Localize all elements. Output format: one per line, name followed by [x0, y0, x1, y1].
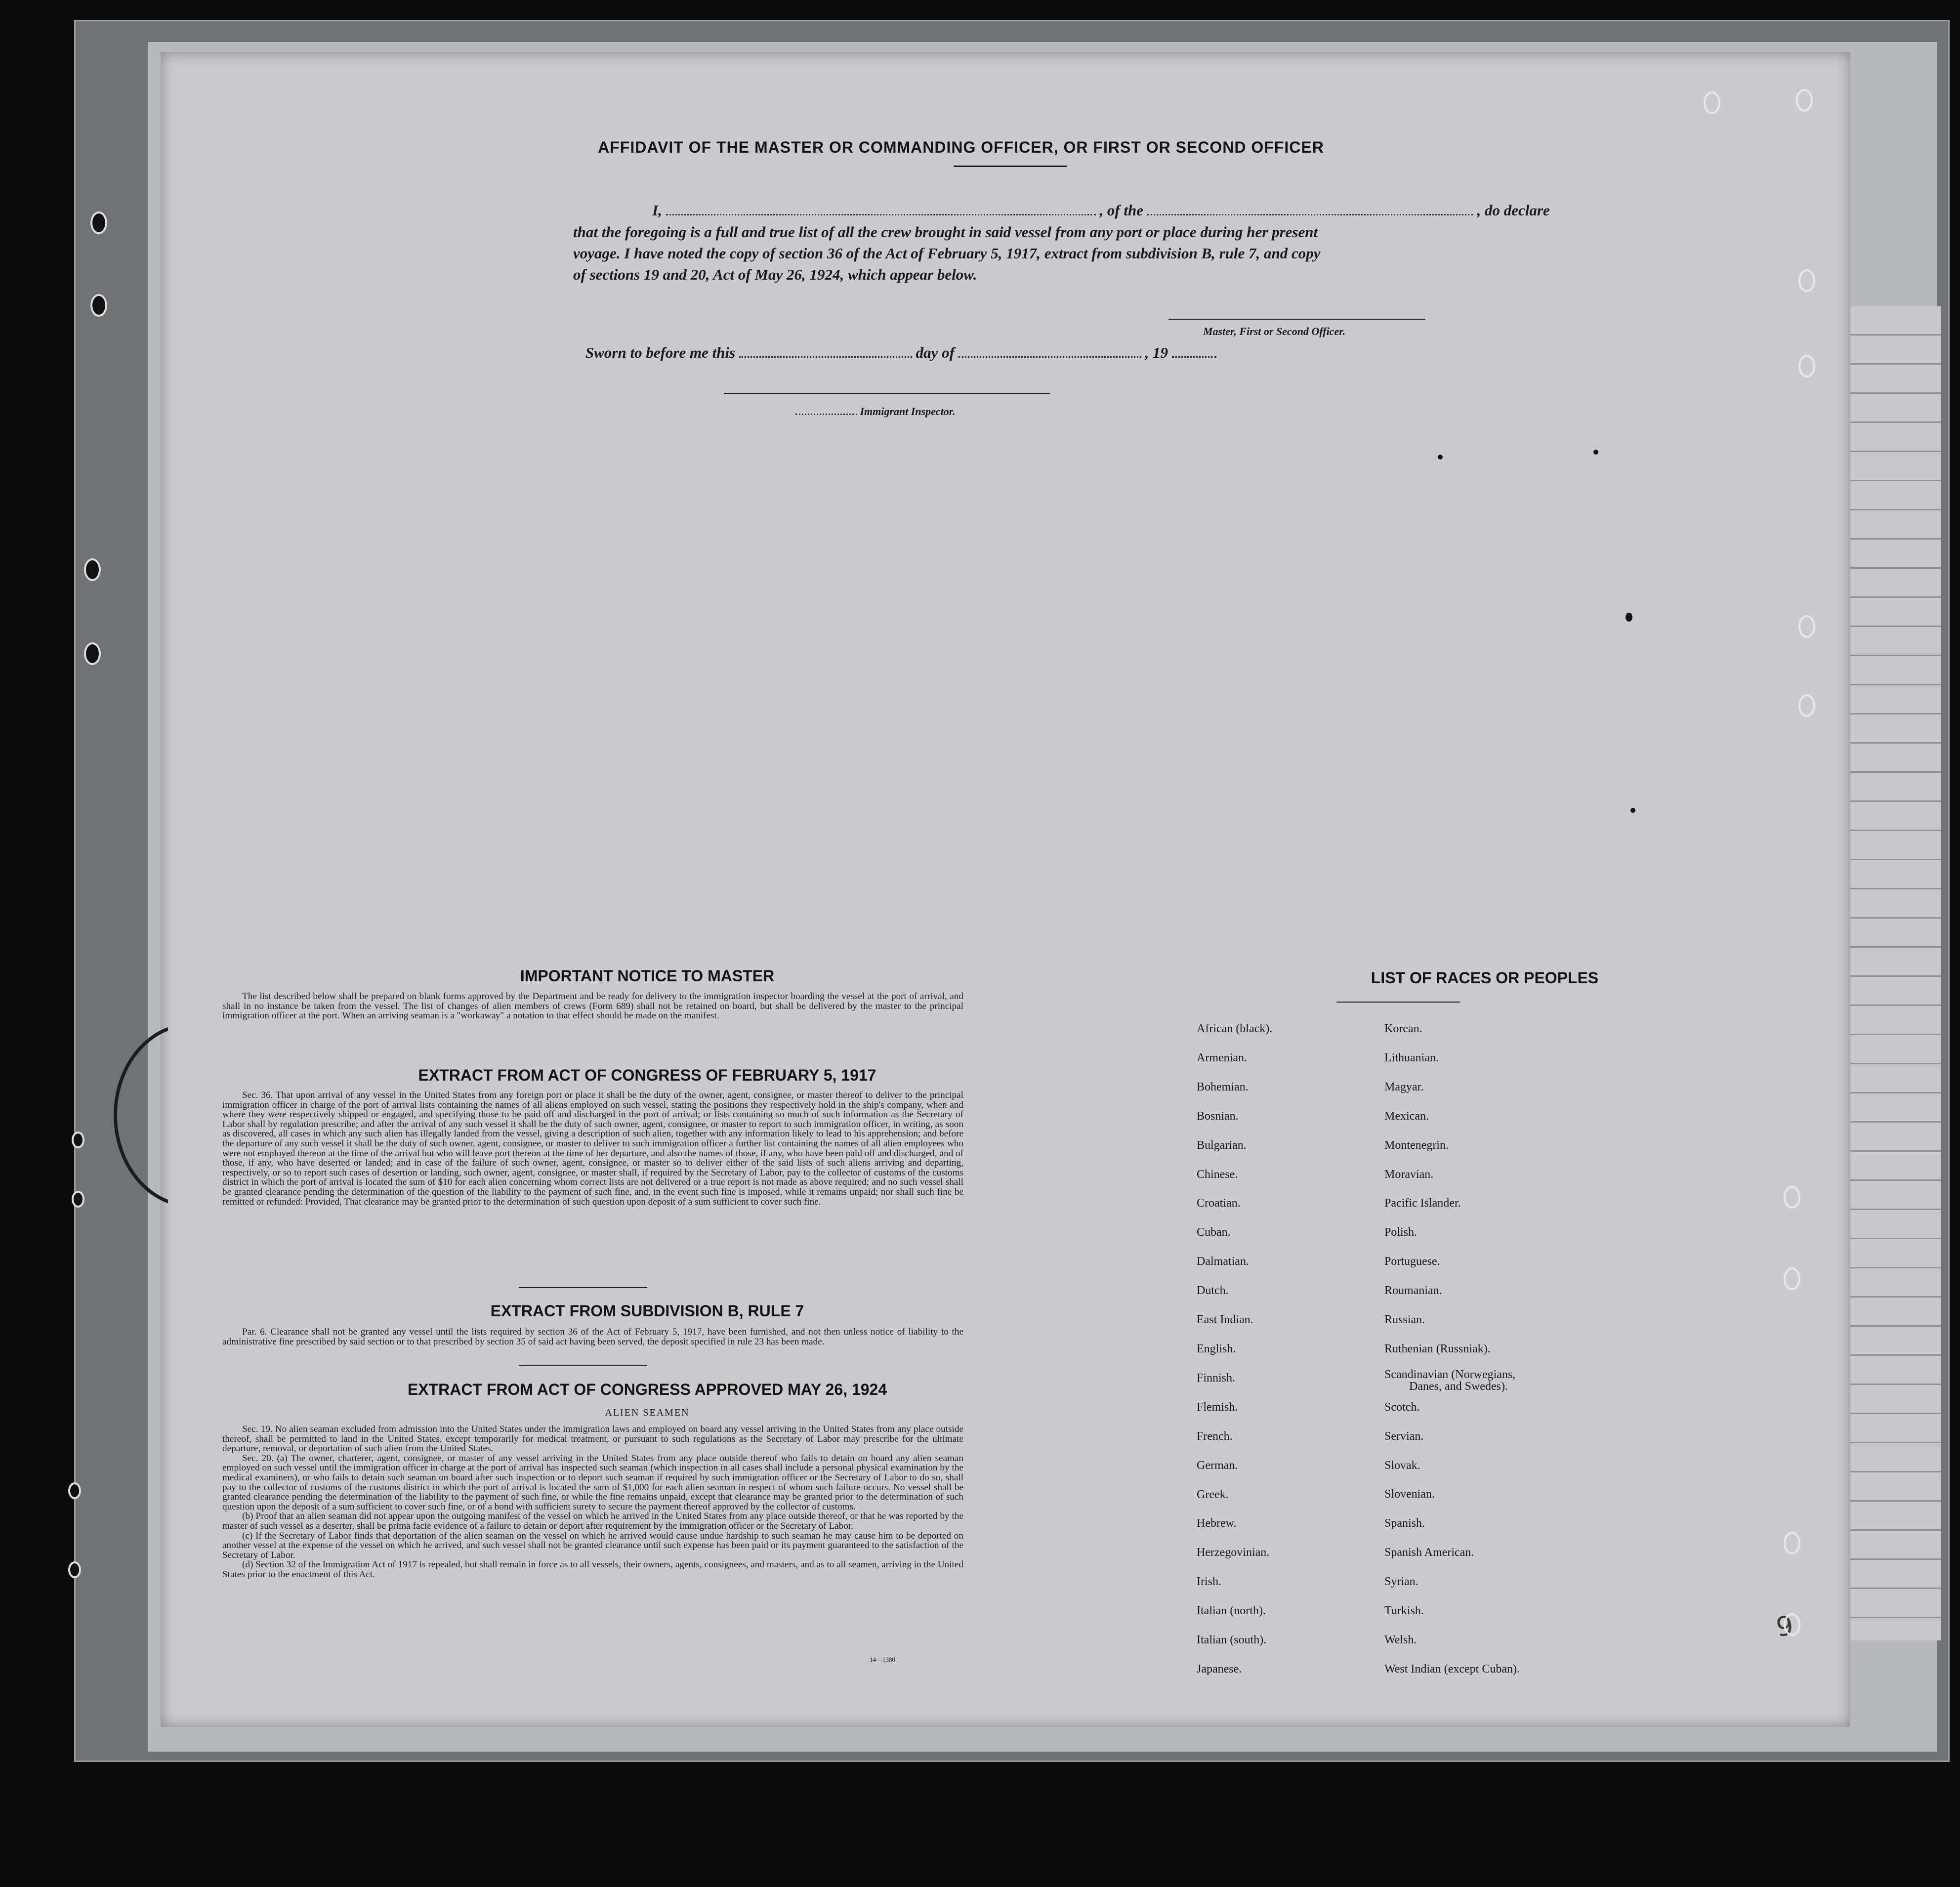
race-item: Portuguese. — [1384, 1255, 1440, 1268]
race-item: Bosnian. — [1197, 1109, 1239, 1123]
race-item: Ruthenian (Russniak). — [1384, 1342, 1491, 1355]
race-item: French. — [1197, 1429, 1233, 1443]
races-title-rule — [1336, 1002, 1460, 1003]
race-item: Slovenian. — [1384, 1488, 1435, 1501]
sec-20d-paragraph: (d) Section 32 of the Immigration Act of 1917 is repealed, but shall remain in force as to all vessels, their owners, agents, consignees, and masters, and as to all seamen, arriving in the United States prior to the enactment of this Act. — [222, 1559, 963, 1580]
race-item: Scotch. — [1384, 1400, 1420, 1414]
punch-hole-icon — [1784, 1613, 1800, 1636]
race-item-two-line — [1384, 1364, 1520, 1393]
name-blank[interactable] — [666, 200, 1096, 215]
race-item: Turkish. — [1384, 1604, 1424, 1618]
race-item: Roumanian. — [1384, 1284, 1442, 1298]
punch-hole-icon — [90, 211, 107, 234]
punch-hole-icon — [90, 294, 107, 317]
race-item: Polish. — [1384, 1226, 1418, 1239]
races-right-column — [1384, 1014, 1520, 1684]
race-item-line-2: Danes, and Swedes). — [1409, 1380, 1508, 1393]
race-item: Syrian. — [1384, 1575, 1418, 1589]
sworn-month-blank[interactable] — [959, 342, 1141, 358]
declaration-line-1 — [573, 200, 1550, 219]
declaration-line-4: of sections 19 and 20, Act of May 26, 1924, which appear below. — [573, 266, 977, 283]
extract-1924-text — [222, 1425, 963, 1580]
decl-declare-text: , do declare — [1477, 202, 1550, 219]
notice-paragraph: The list described below shall be prepared on blank forms approved by the Department and be ready for delivery to the immigration inspector boarding the vessel at the port of arrival, and shall in no instance be taken from the vessel. The list of changes of alien members of crews (Form 689) shall not be retained on board, but shall be delivered by the master to the principal immigration officer at the port. When an arriving seaman is a "workaway" a notation to that effect should be made on the manifest. — [222, 991, 963, 1021]
punch-hole-icon — [1798, 269, 1815, 292]
race-item: Moravian. — [1384, 1168, 1434, 1181]
race-item: Irish. — [1197, 1575, 1221, 1589]
race-item: Russian. — [1384, 1313, 1425, 1327]
punch-hole-icon — [1796, 89, 1813, 112]
declaration-line-3: voyage. I have noted the copy of section 36 of the Act of February 5, 1917, extract from subdivision B, rule 7, and copy — [573, 245, 1321, 262]
scan-speck — [1438, 455, 1443, 460]
race-item: Slovak. — [1384, 1459, 1420, 1472]
extract-1924-title: EXTRACT FROM ACT OF CONGRESS APPROVED MAY 26, 1924 — [407, 1381, 887, 1398]
sworn-year: , 19 — [1145, 344, 1168, 361]
punch-hole-icon — [1798, 355, 1815, 377]
affidavit-page — [161, 52, 1850, 1727]
race-item: English. — [1197, 1342, 1236, 1355]
race-item: Hebrew. — [1197, 1517, 1237, 1530]
race-item: Greek. — [1197, 1488, 1229, 1501]
race-item: Welsh. — [1384, 1634, 1417, 1647]
race-item: Italian (north). — [1197, 1604, 1266, 1618]
decl-of-the-text: , of the — [1099, 202, 1144, 219]
race-item: West Indian (except Cuban). — [1384, 1662, 1520, 1676]
race-item: Finnish. — [1197, 1371, 1236, 1384]
race-item: Japanese. — [1197, 1662, 1242, 1676]
extract-rule7-title: EXTRACT FROM SUBDIVISION B, RULE 7 — [490, 1302, 804, 1320]
race-item: Bulgarian. — [1197, 1138, 1247, 1152]
notice-title: IMPORTANT NOTICE TO MASTER — [520, 967, 775, 985]
race-item: Chinese. — [1197, 1168, 1238, 1181]
punch-hole-icon — [1704, 91, 1720, 114]
extract-1917-text — [222, 1090, 963, 1207]
sworn-day-blank[interactable] — [739, 342, 912, 358]
vessel-blank[interactable] — [1147, 200, 1473, 215]
race-item: Korean. — [1384, 1022, 1422, 1035]
punch-hole-icon — [1798, 615, 1815, 638]
race-item: German. — [1197, 1459, 1238, 1472]
race-item: Spanish. — [1384, 1517, 1425, 1530]
races-title: LIST OF RACES OR PEOPLES — [1371, 969, 1599, 987]
extract-rule7-text — [222, 1327, 963, 1346]
extract-1917-paragraph: Sec. 36. That upon arrival of any vessel in the United States from any foreign port or place it shall be the duty of the owner, agent, consignee, or master thereof to deliver to the principal immigration officer in charge of the port of arrival lists containing the names of all aliens employed on such vessel, stating the positions they respectively hold in the ship's company, when and where they were respectively shipped or engaged, and specifying those to be paid off and discharged in the port of arrival; or lists containing so much of such information as the Secretary of Labor shall by regulation prescribe; and after the arrival of any such vessel it shall be the duty of such owner, agent, consignee, or master to report to such immigration officer, in writing, as soon as discovered, all cases in which any such alien has illegally landed from the vessel, giving a description of such alien, together with any information likely to lead to his apprehension; and before the departure of any such vessel it shall be the duty of such owner, agent, consignee, or master to deliver to such immigration officer a further list containing the names of all alien employees who were not employed thereon at the time of the arrival but who will leave port thereon at the time of her departure, and also the names of those, if any, who have been paid off and discharged, and of those, if any, who have deserted or landed; and in case of the failure of such owner, agent, consignee, or master so to deliver either of the said lists of such aliens arriving and departing, respectively, or so to report such cases of desertion or landing, such owner, agent, consignee, or master shall, if required by the Secretary of Labor, pay to the collector of customs of the customs district in which the port of arrival is located the sum of $10 for each alien concerning whom correct lists are not delivered or a true report is not made as above required; and no such vessel shall be granted clearance pending the determination of the question of the liability to the payment of such fine, and, in the event such fine is imposed, while it remains unpaid; nor shall such fine be remitted or refunded: Provided, That clearance may be granted prior to the determination of such question upon deposit of a sum sufficient to cover such fine. — [222, 1090, 963, 1207]
race-item: Italian (south). — [1197, 1634, 1267, 1647]
race-item: East Indian. — [1197, 1313, 1253, 1327]
race-item: Pacific Islander. — [1384, 1197, 1461, 1210]
race-item-line-1: Scandinavian (Norwegians, — [1384, 1368, 1516, 1381]
section-rule-1 — [519, 1287, 647, 1288]
race-item: Herzegovinian. — [1197, 1546, 1270, 1559]
punch-hole-icon — [72, 1132, 84, 1148]
extract-rule7-paragraph: Par. 6. Clearance shall not be granted any vessel until the lists required by section 36 of the Act of February 5, 1917, have been furnished, and not then unless notice of liability to the administrative fine prescribed by said section or to that prescribed by section 35 of said act having been served, the deposit specified in rule 23 has been made. — [222, 1327, 963, 1347]
sworn-line — [585, 342, 1216, 362]
sworn-year-blank[interactable] — [1172, 342, 1216, 358]
inspector-caption-text: Immigrant Inspector. — [860, 405, 956, 418]
race-item: Magyar. — [1384, 1080, 1424, 1093]
title-rule — [954, 166, 1067, 167]
race-item: Cuban. — [1197, 1226, 1231, 1239]
punch-hole-icon — [1784, 1186, 1800, 1209]
race-item: Mexican. — [1384, 1109, 1429, 1123]
punch-hole-icon — [68, 1561, 81, 1578]
race-item: Dalmatian. — [1197, 1255, 1249, 1268]
signature-line[interactable] — [1168, 319, 1425, 320]
affidavit-title: AFFIDAVIT OF THE MASTER OR COMMANDING OFFICER, OR FIRST OR SECOND OFFICER — [598, 138, 1324, 156]
race-item: Bohemian. — [1197, 1080, 1249, 1093]
punch-hole-icon — [1784, 1532, 1800, 1554]
sworn-prefix: Sworn to before me this — [585, 344, 736, 361]
race-item: Montenegrin. — [1384, 1138, 1449, 1152]
race-item: Servian. — [1384, 1429, 1424, 1443]
race-item: Dutch. — [1197, 1284, 1229, 1298]
race-item: Armenian. — [1197, 1051, 1247, 1064]
notice-text — [222, 992, 963, 1021]
scan-speck — [1593, 450, 1598, 455]
punch-hole-icon — [68, 1482, 81, 1499]
sworn-day-of: day of — [916, 344, 955, 361]
race-item: Croatian. — [1197, 1197, 1241, 1210]
races-left-column — [1197, 1014, 1272, 1684]
inspector-blank — [795, 406, 857, 415]
punch-hole-icon — [72, 1191, 84, 1208]
punch-hole-icon — [1798, 694, 1815, 717]
race-item: Lithuanian. — [1384, 1051, 1439, 1064]
signature-caption: Master, First or Second Officer. — [1203, 325, 1346, 337]
inspector-signature-line[interactable] — [724, 393, 1050, 394]
declaration-line-2: that the foregoing is a full and true list of all the crew brought in said vessel from any port or place during her present — [573, 223, 1318, 241]
punch-hole-icon — [84, 642, 101, 665]
extract-1924-subtitle: ALIEN SEAMEN — [605, 1407, 690, 1418]
pencil-page-number: 9 — [1774, 1609, 1795, 1643]
section-rule-2 — [519, 1365, 647, 1366]
sec-20c-paragraph: (c) If the Secretary of Labor finds that deportation of the alien seaman on the vessel on which he arrived would cause undue hardship to such seaman he may cause him to be deported on another vessel at the expense of the vessel on which he arrived, and such vessel shall not be granted clearance until such expense has been paid or its payment guaranteed to the satisfaction of the Secretary of Labor. — [222, 1530, 963, 1560]
punch-hole-icon — [84, 558, 101, 581]
decl-i-text: I, — [652, 202, 662, 219]
race-item: African (black). — [1197, 1022, 1273, 1035]
sec-20b-paragraph: (b) Proof that an alien seaman did not appear upon the outgoing manifest of the vessel on which he arrived in the United States from any place outside thereof, or that he was reported by the master of such vessel as a deserter, shall be prima facie evidence of a failure to detain or deport after requirement by the immigration officer or the Secretary of Labor. — [222, 1511, 963, 1531]
race-item: Spanish American. — [1384, 1546, 1474, 1559]
sec-19-paragraph: Sec. 19. No alien seaman excluded from admission into the United States under the immigration laws and employed on board any vessel arriving in the United States from any place outside thereof, shall be permitted to land in the United States, except temporarily for medical treatment, or pursuant to such regulations as the Secretary of Labor may prescribe for the ultimate departure, removal, or deportation of such alien from the United States. — [222, 1424, 963, 1454]
form-number: 14—1380 — [870, 1656, 895, 1663]
scan-speck — [1630, 808, 1635, 813]
race-item: Flemish. — [1197, 1400, 1238, 1414]
punch-hole-icon — [1784, 1267, 1800, 1290]
sec-20a-paragraph: Sec. 20. (a) The owner, charterer, agent, consignee, or master of any vessel arriving in the United States from any place outside thereof who fails to detain on board any alien seaman employed on such vessel until the immigration officer in charge at the port of arrival has inspected such seaman (which inspection in all cases shall include a personal physical examination by the medical examiners), or who fails to detain such seaman on board after such inspection or to deport such seaman if required by such immigration officer or the Secretary of Labor to do so, shall pay to the collector of customs of the customs district in which the port of arrival is located the sum of $1,000 for each alien seaman in respect of whom such failure occurs. No vessel shall be granted clearance pending the determination of the liability to the payment of such fine, or while the fine remains unpaid, except that clearance may be granted prior to the determination of such question upon the deposit of a sum sufficient to cover such fine, or of a bond with sufficient surety to secure the payment thereof approved by the collector of customs. — [222, 1453, 963, 1512]
extract-1917-title: EXTRACT FROM ACT OF CONGRESS OF FEBRUARY 5, 1917 — [418, 1066, 876, 1084]
inspector-caption — [795, 405, 956, 418]
scan-speck — [1626, 613, 1632, 622]
